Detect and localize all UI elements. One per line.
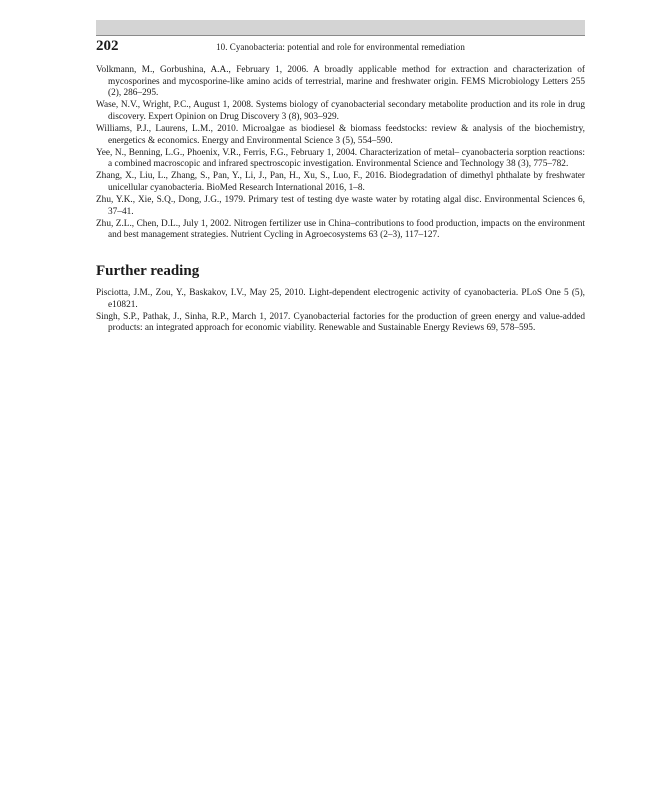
further-reading-item: Singh, S.P., Pathak, J., Sinha, R.P., March 1, 2017. Cyanobacterial factories for the production of green energy and value-added products: an integrated approach for economic viability. Renewable and Sustainable Energy Reviews 69, 578–595. — [96, 311, 585, 334]
further-reading-list — [96, 288, 585, 335]
further-reading-item: Pisciotta, J.M., Zou, Y., Baskakov, I.V., May 25, 2010. Light-dependent electrogenic activity of cyanobacteria. PLoS One 5 (5), e10821. — [96, 287, 585, 310]
further-reading-heading: Further reading — [96, 262, 200, 279]
reference-item: Zhang, X., Liu, L., Zhang, S., Pan, Y., Li, J., Pan, H., Xu, S., Luo, F., 2016. Biodegradation of dimethyl phthalate by freshwater unicellular cyanobacteria. BioMed Research International 2016, 1–8. — [96, 171, 585, 193]
page-number: 202 — [96, 38, 119, 54]
reference-item: Williams, P.J., Laurens, L.M., 2010. Microalgae as biodiesel & biomass feedstocks: review & analysis of the biochemistry, energetics & economics. Energy and Environmental Science 3 (5), 554–590. — [96, 123, 585, 146]
header-band — [96, 20, 585, 35]
running-header: 10. Cyanobacteria: potential and role for environmental remediation — [216, 42, 465, 52]
reference-item: Yee, N., Benning, L.G., Phoenix, V.R., Ferris, F.G., February 1, 2004. Characterization of metal– cyanobacteria sorption reactions: a combined macroscopic and infrared spectroscopic investigation. Environmental Science and Technology 38 (3), 775–782. — [96, 147, 585, 170]
reference-item: Volkmann, M., Gorbushina, A.A., February 1, 2006. A broadly applicable method for extraction and characterization of mycosporines and mycosporine-like amino acids of terrestrial, marine and freshwater origin. FEMS Microbiology Letters 255 (2), 286–295. — [96, 65, 585, 99]
reference-item: Zhu, Z.L., Chen, D.L., July 1, 2002. Nitrogen fertilizer use in China–contributions to food production, impacts on the environment and best management strategies. Nutrient Cycling in Agroecosystems 63 (2–3), 117–127. — [96, 218, 585, 241]
reference-item: Wase, N.V., Wright, P.C., August 1, 2008. Systems biology of cyanobacterial secondary metabolite production and its role in drug discovery. Expert Opinion on Drug Discovery 3 (8), 903–929. — [96, 100, 585, 122]
page-content — [96, 65, 585, 335]
header-rule — [96, 35, 585, 36]
reference-list — [96, 65, 585, 242]
reference-item: Zhu, Y.K., Xie, S.Q., Dong, J.G., 1979. Primary test of testing dye waste water by rotating algal disc. Environmental Sciences 6, 37–41. — [96, 195, 585, 217]
